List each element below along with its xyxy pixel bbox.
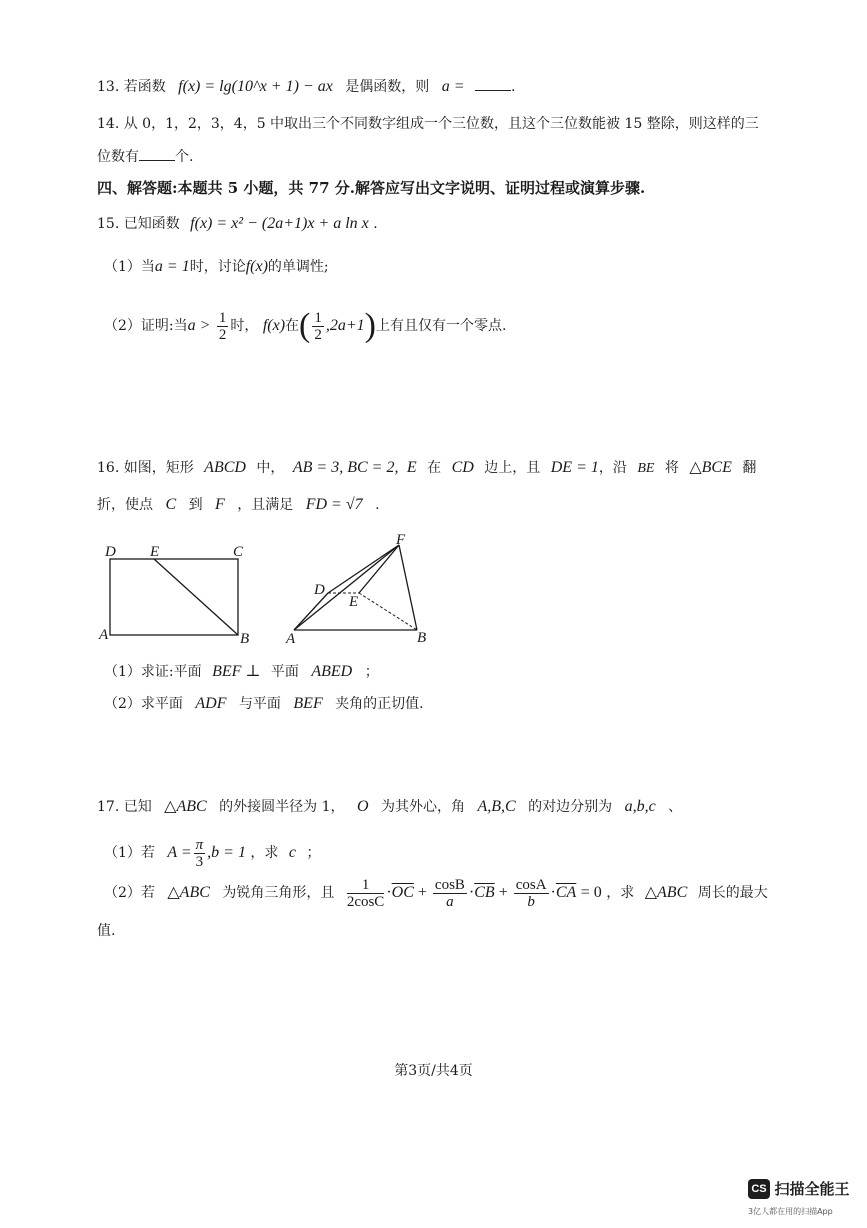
q17-pre: 17. 已知 — [97, 799, 152, 815]
q16-mid5: 将 — [664, 460, 679, 476]
q17-p2-mid2: ，求 — [606, 885, 635, 901]
q17-mid3: 的对边分别为 — [528, 799, 613, 815]
q17-p1-a: A = — [167, 844, 192, 861]
q16-mid4: ，沿 — [598, 460, 627, 476]
figure-rectangle — [95, 538, 255, 648]
q16-line2 — [97, 495, 380, 515]
label-b2: B — [417, 630, 427, 646]
q15-stem-pre: 15. 已知函数 — [97, 216, 180, 232]
left-paren: ( — [299, 307, 311, 344]
q13-answer-blank — [475, 76, 511, 91]
label-f: F — [396, 532, 406, 548]
q15-p1-pre: （1）当 — [104, 259, 155, 275]
q16-mid1: 中， — [256, 460, 285, 476]
q15-p2-fraction — [217, 310, 229, 343]
q15-p2-fx: f(x) — [262, 317, 286, 334]
q17-p1-pre: （1）若 — [104, 845, 155, 861]
q17-p1-b: ,b = 1 — [207, 844, 246, 861]
frac-den: 2cosC — [346, 893, 385, 910]
q17-p1-fraction — [194, 837, 206, 870]
q16-p2-mid: 与平面 — [238, 696, 281, 712]
q16-p1-suf: ； — [364, 664, 379, 680]
q16-p1-bef: BEF ⊥ — [212, 663, 261, 680]
figure-folded — [280, 532, 440, 648]
q13-prefix: 13. 若函数 — [97, 79, 166, 95]
rect-abcd — [110, 559, 238, 635]
q16-p2-adf: ADF — [195, 695, 227, 712]
q16-part2 — [104, 694, 424, 714]
segment-df — [328, 545, 399, 593]
q17-p2-line2: 值. — [97, 923, 116, 939]
q17-vec-cb: $\overline{CB}$ — [474, 884, 495, 901]
q17-p2-eq: = 0 — [580, 884, 602, 901]
label-d: D — [105, 544, 116, 560]
frac-num: π — [195, 836, 204, 853]
q13-suffix: . — [510, 79, 516, 95]
q15-p1-suf: 的单调性; — [267, 259, 329, 275]
scanner-tagline: 3亿人都在用的扫描App — [748, 1207, 833, 1216]
frac-num: cosB — [434, 876, 465, 893]
q15-part2 — [104, 308, 506, 344]
q16-pre: 16. 如图，矩形 — [97, 460, 194, 476]
q15-part1 — [104, 257, 329, 277]
section-heading: 四、解答题:本题共 5 小题，共 77 分.解答应写出文字说明、证明过程或演算步骤. — [97, 179, 646, 197]
q15-p2-cond: a > — [187, 317, 211, 334]
q16-p1-abed: ABED — [311, 663, 353, 680]
q17-vec-oc: $\overline{OC}$ — [391, 884, 414, 901]
frac-den: a — [446, 893, 454, 910]
q17-p2-tri: △ABC — [167, 884, 210, 901]
frac-den: 2 — [218, 326, 227, 343]
q16-fd: FD = √7 — [305, 496, 363, 513]
q15-p2-pre: （2）证明:当 — [104, 318, 188, 334]
q16-mid3: 边上，且 — [484, 460, 541, 476]
scanner-logo-icon: CS — [748, 1179, 770, 1199]
q17-abc: A,B,C — [477, 798, 516, 815]
q16-tri: △BCE — [689, 459, 732, 476]
segment-ad — [294, 593, 328, 630]
q16-rect: ABCD — [204, 459, 246, 476]
q13-mid: 是偶函数，则 — [345, 79, 430, 95]
q17-p1-suf: ； — [306, 845, 321, 861]
q17-mid2: 为其外心，角 — [380, 799, 465, 815]
q16-c: C — [165, 496, 177, 513]
q16-ab: AB = 3, BC = 2, — [292, 459, 399, 476]
q15-stem — [97, 214, 378, 234]
q17-p1-c: c — [288, 844, 296, 861]
frac-num: 1 — [218, 309, 227, 326]
q16-be: BE — [637, 461, 655, 476]
q16-mid2: 在 — [427, 460, 442, 476]
segment-eb — [154, 559, 238, 635]
q13-line — [97, 76, 515, 97]
q13-var: a = — [441, 78, 465, 95]
q17-p2-mid1: 为锐角三角形，且 — [222, 885, 335, 901]
q17-vec-ca: $\overline{CA}$ — [555, 884, 577, 901]
q16-l2-suf: . — [375, 497, 380, 513]
q17-suf: 、 — [668, 799, 683, 815]
q15-p2-interval-tail: ,2a+1 — [325, 317, 365, 334]
frac-num: 1 — [347, 877, 385, 894]
q17-p1-mid: ，求 — [250, 845, 279, 861]
q15-p2-mid2: 在 — [285, 318, 300, 334]
q17-mid1: 的外接圆半径为 1， — [219, 799, 345, 815]
label-d2: D — [314, 582, 325, 598]
page-footer: 第3页/共4页 — [394, 1063, 473, 1079]
q16-p1-pre: （1）求证:平面 — [104, 664, 202, 680]
q16-line1 — [97, 458, 756, 479]
frac-num: 1 — [314, 309, 322, 326]
right-paren: ) — [364, 307, 376, 344]
scanner-brand: 扫描全能王 — [774, 1180, 850, 1198]
q16-de: DE = 1 — [550, 459, 599, 476]
q14-line2-suf: 个. — [175, 149, 194, 165]
q15-p2-suf: 上有且仅有一个零点. — [375, 318, 507, 334]
q15-formula: f(x) = x² − (2a+1)x + a ln x — [190, 215, 369, 232]
q17-p2-frac2 — [433, 877, 467, 910]
q17-p2-frac3 — [514, 877, 549, 910]
q17-p2-suf: 周长的最大 — [697, 885, 768, 901]
segment-ef — [359, 545, 399, 593]
label-b: B — [240, 631, 250, 647]
q15-p2-mid1: 时， — [230, 318, 259, 334]
label-a2: A — [286, 631, 296, 647]
q17-tri: △ABC — [164, 798, 207, 815]
segment-fb — [399, 545, 417, 630]
q17-p2-tri2: △ABC — [644, 884, 688, 901]
q17-part1 — [104, 835, 320, 871]
q15-p2-interval-fraction — [312, 310, 324, 343]
q17-o: O — [356, 798, 369, 815]
q14-line1: 14. 从 0，1，2，3，4，5 中取出三个不同数字组成一个三位数，且这个三位数能被 15 整除，则这样的三 — [97, 116, 759, 132]
q16-p2-pre: （2）求平面 — [104, 696, 183, 712]
q16-p2-suf: 夹角的正切值. — [335, 696, 424, 712]
q16-p1-mid: 平面 — [270, 664, 299, 680]
q16-l2-mid1: 到 — [188, 497, 203, 513]
frac-den: 3 — [195, 853, 204, 870]
q14-line2-pre: 位数有 — [97, 149, 139, 165]
q17-part2: （2）若 △ABC 为锐角三角形，且 $\frac{1}{2\cos C}$ $\cdot\overline{OC}$ + $\frac{\cos B}{a}$ $\cdot\overline{CB}$ + $\frac{\cos A}{b}$ $\cdot\overline{CA} = 0$ ，求 △ABC 周长的最大 — [104, 876, 768, 910]
q17-p2-frac1 — [347, 877, 385, 910]
frac-num: cosA — [515, 876, 547, 893]
q17-p2-pre: （2）若 — [104, 885, 155, 901]
q14-answer-blank — [139, 146, 175, 161]
q15-p1-fx: f(x) — [245, 258, 268, 275]
segment-eb-dashed — [359, 593, 417, 630]
q13-formula: f(x) = lg(10^x + 1) − ax — [178, 78, 333, 95]
q16-part1 — [104, 662, 379, 682]
q15-p1-mid: 时，讨论 — [189, 259, 246, 275]
q16-p2-bef: BEF — [293, 695, 323, 712]
q16-suf: 翻 — [742, 460, 757, 476]
scanner-watermark — [748, 1178, 849, 1199]
q14-line2 — [97, 146, 193, 167]
q16-l2-pre: 折，使点 — [97, 497, 153, 513]
segment-af — [294, 545, 399, 630]
q16-l2-mid2: ，且满足 — [237, 497, 294, 513]
q15-p1-cond: a = 1 — [154, 258, 190, 275]
q17-stem — [97, 797, 682, 817]
q15-stem-suf: . — [373, 216, 378, 232]
q16-f: F — [215, 496, 225, 513]
frac-den: b — [527, 893, 535, 910]
q16-e: E — [406, 459, 417, 476]
label-e2: E — [349, 594, 359, 610]
label-e: E — [150, 544, 160, 560]
frac-den: 2 — [314, 326, 322, 343]
label-a: A — [99, 627, 109, 643]
q17-sides: a,b,c — [624, 798, 656, 815]
label-c: C — [233, 544, 244, 560]
q16-cd: CD — [451, 459, 474, 476]
